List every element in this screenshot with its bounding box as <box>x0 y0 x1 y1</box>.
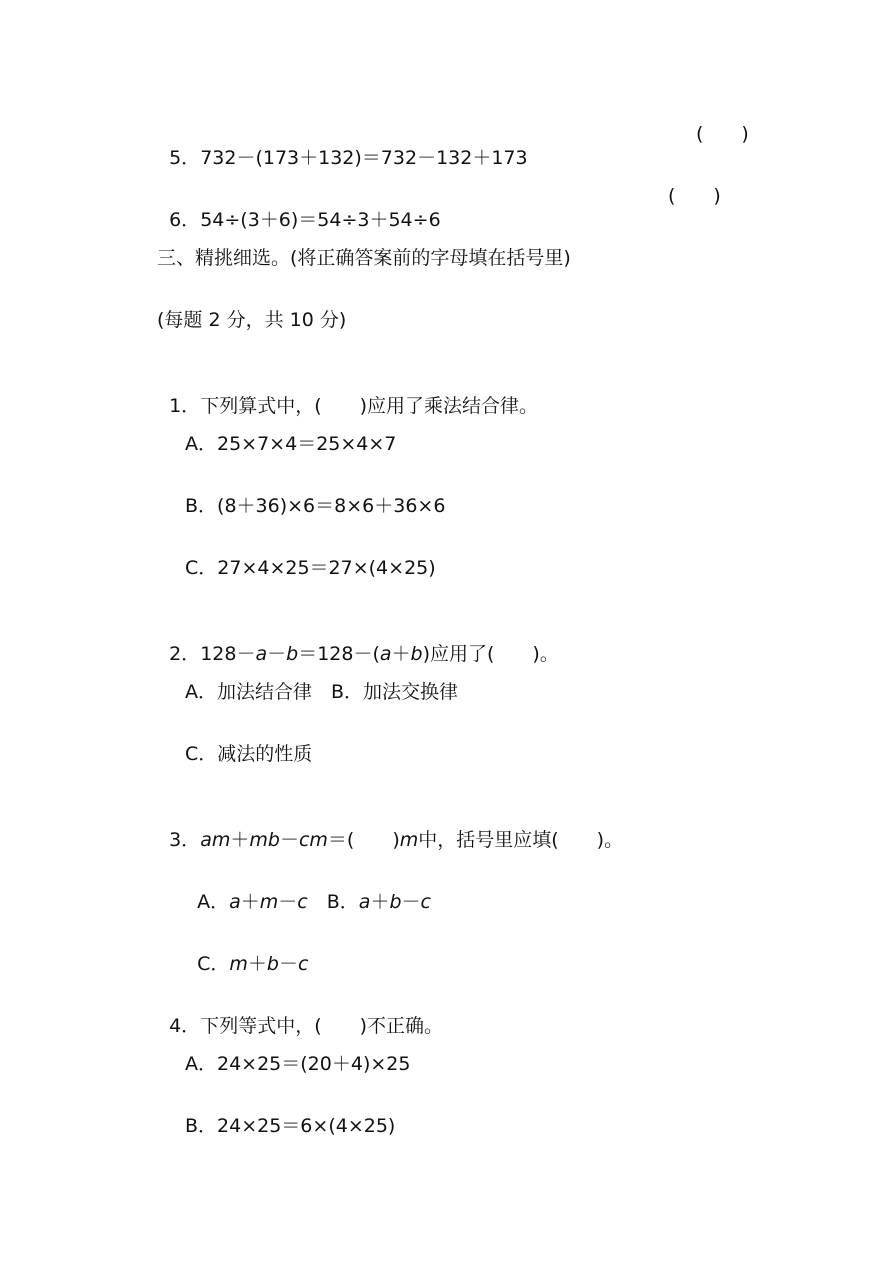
item-text: 54÷(3＋6)＝54÷3＋54÷6 <box>200 209 441 231</box>
option-b: B．(8＋36)×6＝8×6＋36×6 <box>185 495 446 517</box>
question-stem: 下列等式中，( )不正确。 <box>200 1015 444 1037</box>
section-score: (每题 2 分，共 10 分) <box>157 309 347 331</box>
option-c: C．27×4×25＝27×(4×25) <box>185 557 436 579</box>
variable: c <box>297 891 308 913</box>
variable: c <box>297 953 309 975</box>
operator: － <box>401 891 421 913</box>
variable: a <box>229 891 241 913</box>
variable: b <box>266 953 279 975</box>
item-number: 5． <box>169 147 201 169</box>
tf-item-6 <box>157 184 441 232</box>
stem-part: ＝( ) <box>327 829 400 851</box>
variable: m <box>399 829 419 851</box>
item-text: 732－(173＋132)＝732－132＋173 <box>200 147 528 169</box>
option-label: C． <box>197 953 230 975</box>
variable: a <box>358 891 371 913</box>
stem-part: 128－ <box>200 643 256 665</box>
option-a: A．25×7×4＝25×4×7 <box>185 433 397 455</box>
variable: m <box>259 891 279 913</box>
section-title: 三、精挑细选。(将正确答案前的字母填在括号里) <box>157 247 571 269</box>
item-number: 1． <box>169 395 201 417</box>
option-c <box>185 928 308 976</box>
stem-part: － <box>267 643 287 665</box>
variable: cm <box>298 829 328 851</box>
variable: b <box>410 643 423 665</box>
stem-part: ＋ <box>230 829 250 851</box>
stem-part: )应用了( )。 <box>422 643 559 665</box>
question-3 <box>157 804 623 852</box>
question-stem: 下列算式中，( )应用了乘法结合律。 <box>200 395 539 417</box>
question-4 <box>157 990 443 1038</box>
item-number: 4． <box>169 1015 201 1037</box>
question-2 <box>157 618 559 666</box>
variable: mb <box>249 829 280 851</box>
option-c: C．减法的性质 <box>185 743 313 765</box>
option-ab: A．加法结合律 B．加法交换律 <box>185 681 459 703</box>
option-label: A． <box>197 891 230 913</box>
option-label: B． <box>307 891 359 913</box>
variable: b <box>286 643 299 665</box>
stem-part: ＋ <box>391 643 411 665</box>
option-b: B．24×25＝6×(4×25) <box>185 1115 396 1137</box>
question-1 <box>157 370 538 418</box>
variable: a <box>379 643 392 665</box>
item-number: 2． <box>169 643 201 665</box>
variable: c <box>420 891 431 913</box>
variable: b <box>389 891 402 913</box>
stem-part: － <box>279 829 299 851</box>
variable: am <box>200 829 231 851</box>
answer-blank: ( ) <box>696 123 749 145</box>
operator: ＋ <box>247 953 267 975</box>
item-number: 3． <box>169 829 201 851</box>
tf-item-5 <box>157 122 528 170</box>
operator: － <box>278 953 298 975</box>
operator: － <box>278 891 298 913</box>
operator: ＋ <box>240 891 260 913</box>
item-number: 6． <box>169 209 201 231</box>
answer-blank: ( ) <box>668 185 721 207</box>
option-ab <box>185 866 431 914</box>
operator: ＋ <box>370 891 390 913</box>
option-a: A．24×25＝(20＋4)×25 <box>185 1053 411 1075</box>
stem-part: 中，括号里应填( )。 <box>418 829 624 851</box>
stem-part: ＝128－( <box>298 643 380 665</box>
variable: a <box>255 643 268 665</box>
variable: m <box>229 953 248 975</box>
